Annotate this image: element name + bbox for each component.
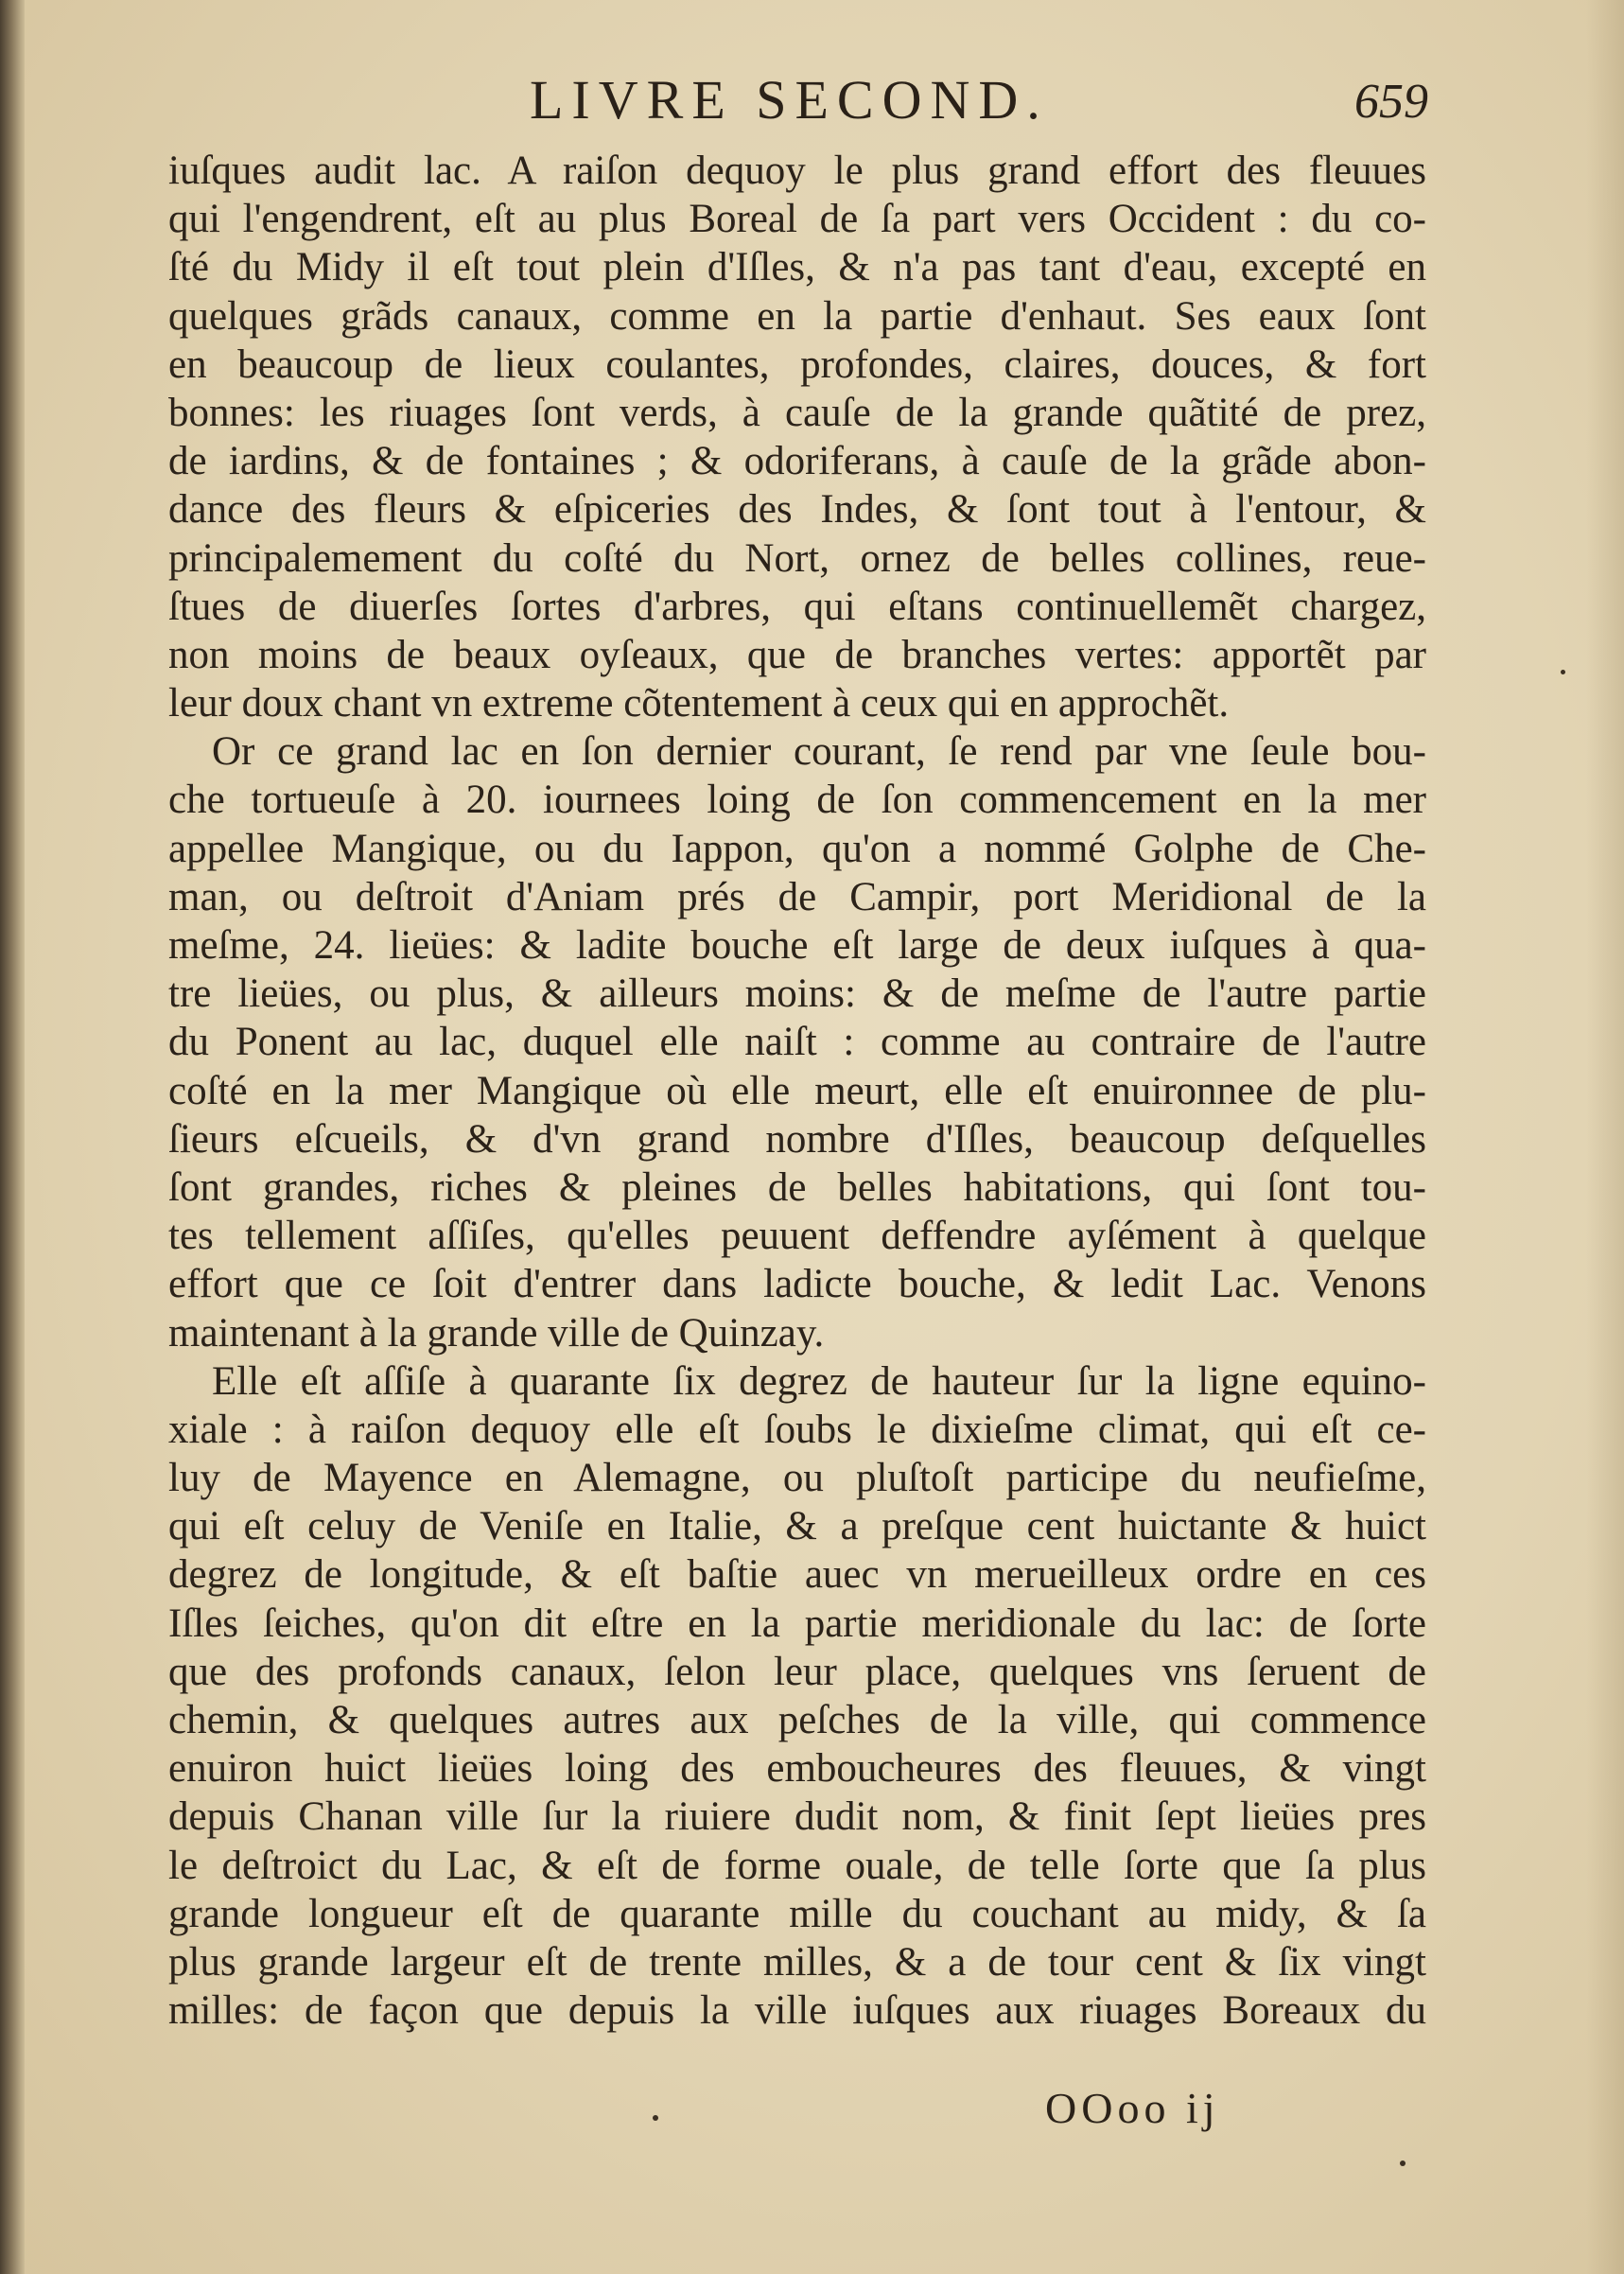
running-head [161, 68, 1428, 144]
text-line: plus grande largeur eſt de trente milles, & a de tour cent & ſix vingt [168, 1939, 1426, 1985]
text-line: du Ponent au lac, duquel elle naiſt : comme au contraire de l'autre [168, 1020, 1426, 1065]
text-line: leur doux chant vn extreme cõtentement à ceux qui en approchẽt. [168, 681, 1230, 726]
ink-speck [653, 2115, 658, 2121]
page-gutter-shadow [0, 0, 25, 2274]
text-line: bonnes: les riuages ſont verds, à cauſe de la grande quãtité de prez, [168, 390, 1426, 435]
text-line: principalemement du coſté du Nort, ornez de belles collines, reue- [168, 535, 1426, 581]
paragraph-2 [168, 727, 1426, 1356]
text-line: Iſles ſeiches, qu'on dit eſtre en la partie meridionale du lac: de ſorte [168, 1601, 1426, 1646]
text-line: milles: de façon que depuis la ville iuſques aux riuages Boreaux du [168, 1988, 1426, 2034]
page-number: 659 [1354, 75, 1428, 129]
text-line: chemin, & quelques autres aux peſches de la ville, qui commence [168, 1698, 1426, 1742]
text-line: Elle eſt aſſiſe à quarante ſix degrez de hauteur ſur la ligne equino- [212, 1358, 1426, 1404]
text-line: ſtues de diuerſes ſortes d'arbres, qui eſtans continuellemẽt chargez, [168, 584, 1426, 629]
text-line: iuſques audit lac. A raiſon dequoy le plus grand effort des fleuues [168, 149, 1426, 193]
text-line: qui eſt celuy de Veniſe en Italie, & a preſque cent huictante & huict [168, 1504, 1426, 1549]
text-line: che tortueuſe à 20. iournees loing de ſon commencement en la mer [168, 778, 1426, 823]
text-line: degrez de longitude, & eſt baſtie auec vn merueilleux ordre en ces [168, 1552, 1426, 1598]
text-line: appellee Mangique, ou du Iappon, qu'on a nommé Golphe de Che- [168, 826, 1426, 871]
text-line: qui l'engendrent, eſt au plus Boreal de ſa part vers Occident : du co- [168, 197, 1426, 242]
text-line: que des profonds canaux, ſelon leur place, quelques vns ſeruent de [168, 1649, 1426, 1694]
text-line: tes tellement aſſiſes, qu'elles peuuent deffendre ayſément à quelque [168, 1214, 1426, 1259]
text-line: le deſtroict du Lac, & eſt de forme ouale, de telle ſorte que ſa plus [168, 1843, 1426, 1888]
text-line: depuis Chanan ville ſur la riuiere dudit nom, & finit ſept lieües pres [168, 1794, 1426, 1840]
text-line: tre lieües, ou plus, & ailleurs moins: & de meſme de l'autre partie [168, 971, 1426, 1017]
text-line: de iardins, & de fontaines ; & odoriferans, à cauſe de la grãde abon- [168, 439, 1426, 484]
running-title: LIVRE SECOND. [530, 69, 1049, 131]
text-line: maintenant à la grande ville de Quinzay. [168, 1310, 825, 1356]
text-line: non moins de beaux oyſeaux, que de branches vertes: apportẽt par [168, 632, 1426, 677]
text-line: enuiron huict lieües loing des embouchеures des fleuues, & vingt [168, 1746, 1426, 1792]
ink-speck [1400, 2160, 1406, 2166]
signature-mark: OOoo ij [1045, 2084, 1220, 2132]
text-line: ſieurs eſcueils, & d'vn grand nombre d'Iſles, beaucoup deſquelles [168, 1116, 1426, 1162]
text-line: grande longueur eſt de quarante mille du couchant au midy, & ſa [168, 1891, 1426, 1936]
text-line: en beaucoup de lieux coulantes, profondes, claires, douces, & fort [168, 341, 1426, 387]
text-line: xiale : à raiſon dequoy elle eſt ſoubs le dixieſme climat, qui eſt ce- [168, 1407, 1426, 1452]
body-text [168, 147, 1426, 2035]
text-line: effort que ce ſoit d'entrer dans ladicte bouche, & ledit Lac. Venons [168, 1262, 1426, 1307]
text-line: ſté du Midy il eſt tout plein d'Iſles, & n'a pas tant d'eau, excepté en [168, 245, 1426, 290]
text-line: coſté en la mer Mangique où elle meurt, elle eſt enuironnee de plu- [168, 1068, 1426, 1113]
paragraph-3 [168, 1357, 1426, 2036]
text-line: luy de Mayence en Alemagne, ou pluſtoſt participe du neufieſme, [168, 1456, 1426, 1501]
text-line: quelques grãds canaux, comme en la partie d'enhaut. Ses eaux ſont [168, 293, 1426, 339]
ink-speck [1561, 670, 1565, 674]
text-line: man, ou deſtroit d'Aniam prés de Campir, port Meridional de la [168, 874, 1426, 919]
text-line: Or ce grand lac en ſon dernier courant, ſe rend par vne ſeule bou- [212, 729, 1426, 775]
text-line: ſont grandes, riches & pleines de belles habitations, qui ſont tou- [168, 1164, 1426, 1210]
text-line: dance des fleurs & eſpiceries des Indes, & ſont tout à l'entour, & [168, 487, 1426, 533]
page-edge [1586, 0, 1624, 2274]
text-line: meſme, 24. lieües: & ladite bouche eſt large de deux iuſques à qua- [168, 923, 1426, 968]
paragraph-1 [168, 147, 1426, 727]
